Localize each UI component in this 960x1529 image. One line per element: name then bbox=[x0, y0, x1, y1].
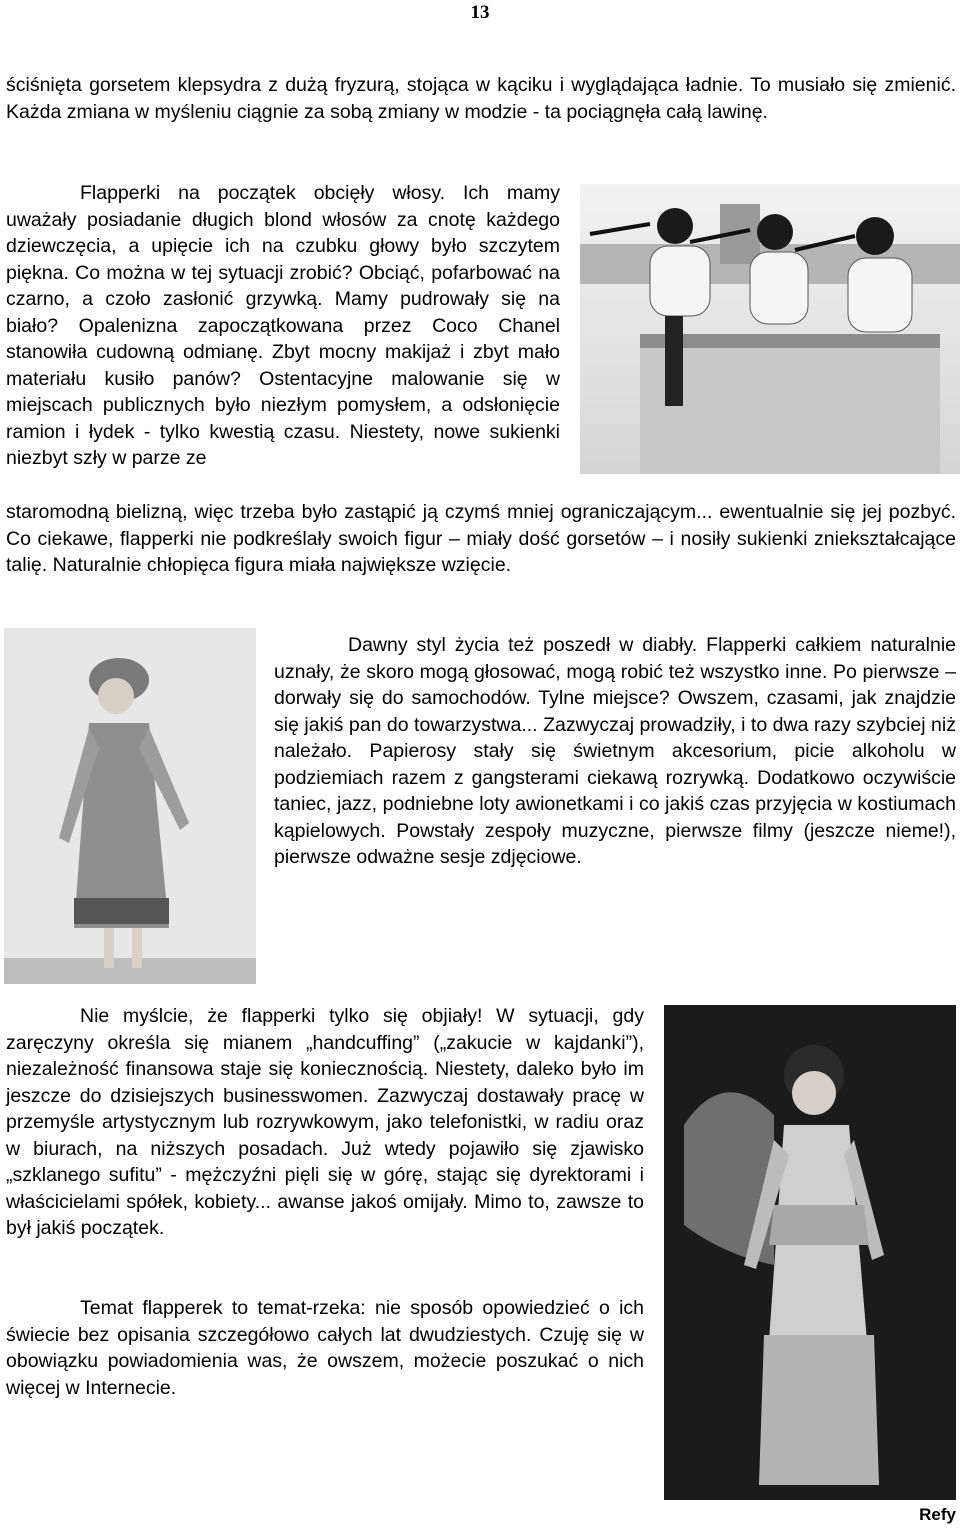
photo-flapper-in-dress bbox=[4, 628, 256, 984]
paragraph-lifestyle: Dawny styl życia też poszedł w diabły. Flapperki całkiem naturalnie uznały, że skoro mogą głosować, mogą robić też wszystko inne. Po pierwsze – dorwały się do samochodów. Tylne miejsce? Owszem, czasami, jak znajdzie się jakiś pan do towarzystwa... Zazwyczaj prowadziły, i to dwa razy szybciej niż należało. Papierosy stały się świetnym akcesorium, picie alkoholu w podziemiach razem z gangsterami ciekawą rozrywką. Dodatkowo oczywiście taniec, jazz, podniebne loty awionetkami i co jakiś czas przyjęcia w kostiumach kąpielowych. Powstały zespoły muzyczne, pierwsze filmy (jeszcze nieme!), pierwsze odważne sesje zdjęciowe. bbox=[274, 634, 956, 868]
paragraph-intro: ściśnięta gorsetem klepsydra z dużą fryzurą, stojąca w kąciku i wyglądająca ładnie. To musiało się zmienić. Każda zmiana w myśleniu ciągnie za sobą zmiany w modzie - ta pociągnęła całą lawinę. bbox=[6, 74, 956, 123]
paragraph-fashion: staromodną bielizną, więc trzeba było zastąpić ją czymś mniej ograniczającym... ewentualnie się jej pozbyć. Co ciekawe, flapperki nie podkreślały swoich figur – miały dość gorsetów – i nosiły sukienki zniekształcające talię. Naturalnie chłopięca figura miała największe wzięcie. bbox=[6, 501, 956, 576]
footer-brand: Refy bbox=[919, 1505, 956, 1524]
paragraph-work: Nie myślcie, że flapperki tylko się objiały! W sytuacji, gdy zaręczyny określa się mianem „handcuffing” („zakucie w kajdanki”), niezależność finansowa staje się koniecznością. Niestety, daleko było im jeszcze do dzisiejszych businesswomen. Zazwyczaj dostawały pracę w przemyśle artystycznym lub rozrywkowym, jako telefonistki, w radiu oraz w biurach, na niższych posadach. Już wtedy pojawiło się zjawisko „szklanego sufitu” - mężczyźni pięli się w górę, stając się dyrektorami i właścicielami spółek, kobiety... awanse jakoś omijały. Mimo to, zawsze to był jakiś początek. bbox=[6, 1005, 644, 1239]
page-number: 13 bbox=[470, 2, 490, 23]
photo-three-flappers-with-rifles bbox=[580, 184, 960, 474]
paragraph-hair-makeup: Flapperki na początek obcięły włosy. Ich mamy uważały posiadanie długich blond włosów za cnotę każdego dziewczęcia, a upięcie ich na czubku głowy było szczytem piękna. Co można w tej sytuacji zrobić? Obciąć, pofarbować na czarno, a czoło zasłonić grzywką. Mamy pudrowały się na biało? Opalenizna zapoczątkowana przez Coco Chanel stanowiła cudowną odmianę. Zbyt mocny makijaż i zbyt mało materiału kusiło panów? Ostentacyjne malowanie się w miejscach publicznych było niezłym pomysłem, a odsłonięcie ramion i łydek - tylko kwestią czasu. Niestety, nowe sukienki niezbyt szły w parze ze bbox=[6, 182, 560, 469]
paragraph-closing: Temat flapperek to temat-rzeka: nie sposób opowiedzieć o ich świecie bez opisania szczegółowo całych lat dwudziestych. Czuję się w obowiązku powiadomienia was, że owszem, możecie poszukać o nich więcej w Internecie. bbox=[6, 1297, 644, 1399]
photo-flapper-in-beaded-gown bbox=[664, 1005, 956, 1500]
